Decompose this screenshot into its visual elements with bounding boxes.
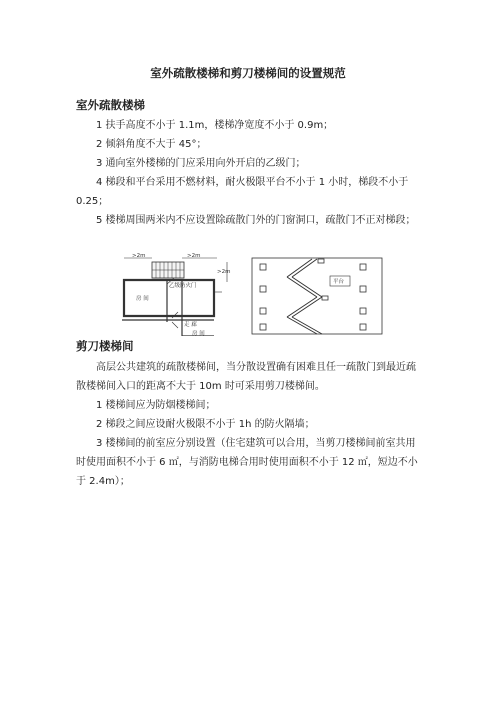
platform-label: 平台 [333, 279, 345, 285]
list-item: 2 倾斜角度不大于 45°； [96, 139, 207, 150]
list-item: 3 通向室外楼梯的门应采用向外开启的乙级门； [96, 158, 306, 169]
stair-diagram [122, 252, 384, 336]
section-heading-scissor-stairs: 剪刀楼梯间 [76, 339, 134, 353]
section-heading-outdoor-stairs: 室外疏散楼梯 [76, 98, 145, 112]
list-item: 4 梯段和平台采用不燃材料，耐火极限平台不小于 1 小时，梯段不小于 0.25； [76, 177, 409, 207]
dim-label: >2m [132, 253, 146, 259]
dim-label: >2m [187, 253, 201, 259]
paragraph: 高层公共建筑的疏散楼梯间，当分散设置确有困难且任一疏散门到最近疏散楼梯间入口的距离不大于 10m 时可采用剪刀楼梯间。 [76, 362, 416, 392]
room-label: 房 间 [136, 296, 149, 302]
list-item: 1 扶手高度不小于 1.1m，楼梯净宽度不小于 0.9m； [96, 120, 334, 131]
list-item: 1 楼梯间应为防烟楼梯间； [96, 400, 216, 411]
list-item: 3 楼梯间的前室应分别设置（住宅建筑可以合用，当剪刀楼梯间前室共用时使用面积不小于 6 ㎡，与消防电梯合用时使用面积不小于 12 ㎡，短边不小于 2.4m）； [76, 438, 418, 487]
list-item: 5 楼梯周围两米内不应设置除疏散门外的门窗洞口，疏散门不正对梯段； [96, 215, 416, 226]
door-label: 乙级防火门 [169, 283, 197, 289]
dim-label: >2m [217, 269, 231, 275]
stair-diagram-svg [122, 252, 384, 336]
list-item: 2 梯段之间应设耐火极限不小于 1h 的防火隔墙； [96, 419, 315, 430]
room-bottom-label: 房 间 [192, 331, 205, 336]
corridor-label: 走 廊 [184, 322, 197, 328]
page-title: 室外疏散楼梯和剪刀楼梯间的设置规范 [150, 66, 346, 80]
outdoor-stair-elevation [252, 258, 382, 334]
